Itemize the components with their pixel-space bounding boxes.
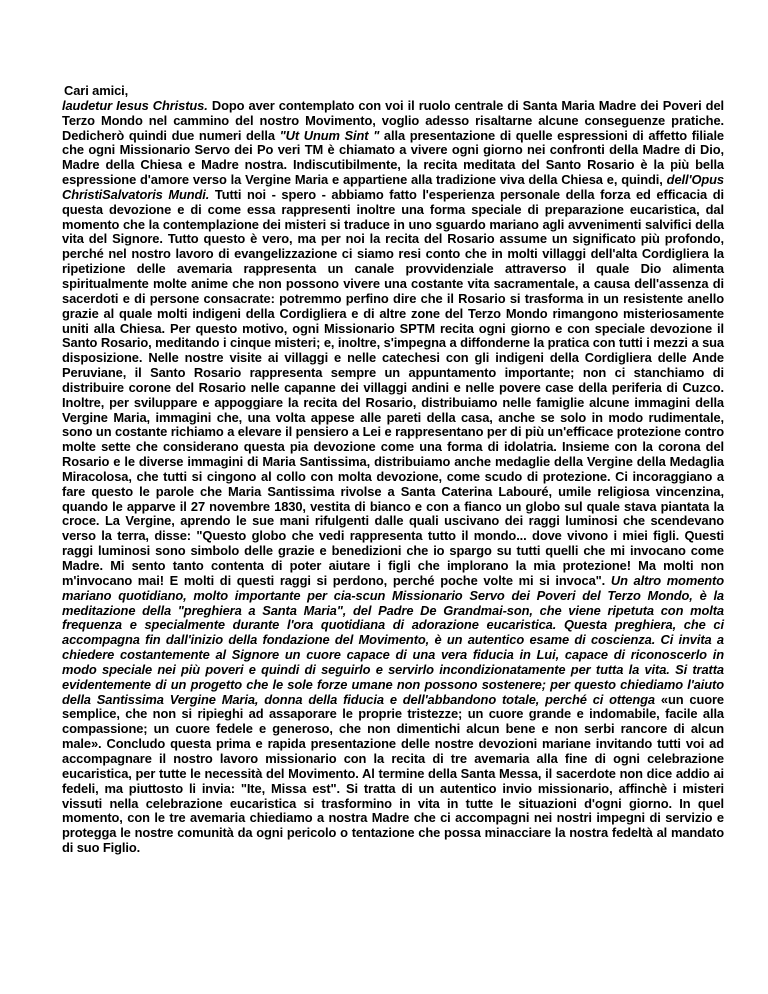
letter-greeting: Cari amici,	[64, 83, 129, 98]
body-segment: alla presentazione di quelle espressioni di affetto filiale che ogni Missionario Servo dei Po veri TM è chiamato a vivere ogni giorno nei confronti della Madre di Dio, Madre della Chiesa e Madre nostra. Indiscutibilmente, la recita meditata del Santo Rosario è la più bella espressione d'amore verso la Vergine Maria e appartiene alla tradizione viva della Chiesa e, quindi,	[62, 127, 724, 188]
body-segment: «un cuore semplice, che non si ripieghi ad assaporare le proprie tristezze; un cuore grande e indomabile, facile alla compassione; un cuore fedele e generoso, che non dimentichi alcun bene e non serbi rancore di alcun male». Concludo questa prima e rapida presentazione delle nostre devozioni mariane invitando tutti voi ad accompagnare il nostro lavoro missionario con la recita di tre avemaria alla fine di ogni celebrazione eucaristica, per tutte le necessità del Movimento. Al termine della Santa Messa, il sacerdote non dice addio ai fedeli, ma piuttosto li invia: "Ite, Missa est". Si tratta di un autentico invio missionario, affinchè i misteri vissuti nella celebrazione eucaristica si trasformino in vita in tutte le situazioni d'ogni giorno. In quel momento, con le tre avemaria chiediamo a nostra Madre che ci accompagni nei nostri impegni di servizio e protegga le nostre comunità da ogni pericolo o tentazione che possa minacciare la nostra fedeltà al mandato di suo Figlio.	[62, 691, 725, 856]
body-segment: Un altro momento mariano quotidiano, molto importante per cia-scun Missionario Servo dei Poveri del Terzo Mondo, è la meditazione della "preghiera a Santa Maria", del Padre De Grandmai-son, che viene ripetuta con molta frequenza e specialmente durante l'ora quotidiana di adorazione eucaristica. Questa preghiera, che ci accompagna fin dall'inizio della fondazione del Movimento, è un autentico esame di coscienza. Ci invita a chiedere costantemente al Signore un cuore capace di una vera fiducia in Lui, capace di riconoscerlo in modo speciale nei più poveri e quindi di seguirlo e servirlo incondizionatamente per tutta la vita. Si tratta evidentemente di un progetto che le sole forze umane non possono sostenere; per questo chiediamo l'aiuto della Santissima Vergine Maria, donna della fiducia e dell'abbandono totale, perché ci ottenga	[62, 572, 724, 707]
body-segment: laudetur Iesus Christus.	[62, 97, 208, 113]
letter-body	[62, 99, 724, 856]
body-segment: dell'Opus ChristiSalvatoris Mundi.	[62, 172, 724, 202]
body-segment: Dopo aver contemplato con voi il ruolo centrale di Santa Maria Madre dei Poveri del Terzo Mondo nel cammino del nostro Movimento, voglio adesso risaltarne alcune conseguenze pratiche. Dedicherò quindi due numeri della	[62, 97, 724, 143]
letter-page	[62, 84, 724, 856]
body-segment: "Ut Unum Sint "	[279, 127, 380, 143]
body-segment: Tutti noi - spero - abbiamo fatto l'esperienza personale della forza ed efficacia di questa devozione e di come essa rappresenti inoltre una forma speciale di preparazione eucaristica, dal momento che la contemplazione dei misteri si traduce in uno sguardo mariano agli avvenimenti salvifici della vita del Signore. Tutto questo è vero, ma per noi la recita del Rosario assume un significato più profondo, perché nel nostro lavoro di evangelizzazione ci siamo resi conto che in molti villaggi dell'alta Cordigliera la ripetizione delle avemaria rappresenta un canale provvidenziale attraverso il quale Dio alimenta spiritualmente molte anime che non possono vivere una costante vita sacramentale, a causa dell'assenza di sacerdoti e di persone consacrate: potremmo perfino dire che il Rosario si trasforma in un resistente anello grazie al quale molti indigeni della Cordigliera e di altre zone del Terzo Mondo rimangono misteriosamente uniti alla Chiesa. Per questo motivo, ogni Missionario SPTM recita ogni giorno e con speciale devozione il Santo Rosario, meditando i cinque misteri; e, inoltre, s'impegna a diffonderne la pratica con tutti i mezzi a sua disposizione. Nelle nostre visite ai villaggi e nelle catechesi con gli indigeni della Cordigliera delle Ande Peruviane, il Santo Rosario rappresenta sempre un appuntamento importante; non ci stanchiamo di distribuire corone del Rosario nelle capanne dei villaggi andini e nelle povere case della periferia di Cuzco. Inoltre, per sviluppare e appoggiare la recita del Rosario, distribuiamo nelle famiglie alcune immagini della Vergine Maria, immagini che, una volta appese alle pareti della casa, anche se solo in modo rudimentale, sono un costante richiamo a elevare il pensiero a Lei e rappresentano per di più un'efficace protezione contro molte sette che considerano questa pia devozione come una forma di idolatria. Insieme con la corona del Rosario e le diverse immagini di Maria Santissima, distribuiamo anche medaglie della Vergine della Medaglia Miracolosa, che tutti si cingono al collo con molta devozione, come scudo di protezione. Ci incoraggiano a fare questo le parole che Maria Santissima rivolse a Santa Caterina Labouré, umile religiosa vincenzina, quando le apparve il 27 novembre 1830, vestita di bianco e con a fianco un globo sul quale stava piantata la croce. La Vergine, aprendo le sue mani rifulgenti dalle quali uscivano dei raggi luminosi che scendevano verso la terra, disse: "Questo globo che vedi rappresenta tutto il mondo... dove vivono i miei figli. Questi raggi luminosi sono simbolo delle grazie e benedizioni che io spargo su tutti quelli che mi invocano come Madre. Mi sento tanto contenta di poter aiutare i figli che implorano la mia protezione! Ma molti non m'invocano mai! E molti di questi raggi si perdono, perché poche volte mi si invoca".	[62, 186, 724, 588]
